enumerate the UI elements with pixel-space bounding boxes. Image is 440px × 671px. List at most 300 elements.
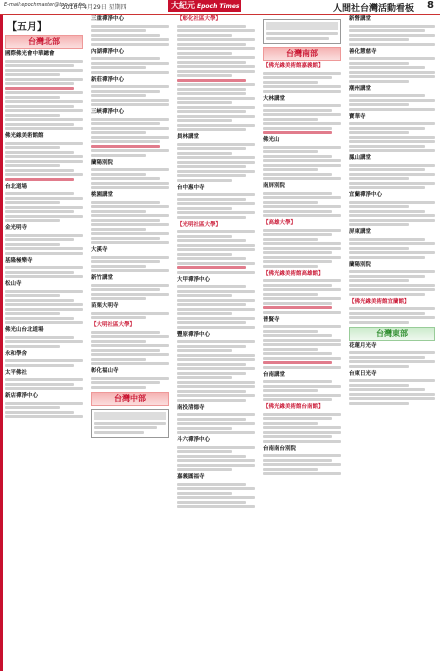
schedule-text-line	[349, 275, 425, 278]
schedule-text-line	[91, 122, 160, 125]
schedule-text-line	[91, 131, 146, 134]
schedule-text-line	[177, 79, 246, 82]
schedule-text-line	[91, 344, 169, 347]
schedule-text-line	[177, 235, 232, 238]
listing-item	[91, 49, 169, 74]
schedule-text-line	[263, 118, 318, 121]
schedule-text-line	[177, 56, 255, 59]
listing-group	[263, 63, 341, 475]
listing-name: 南投清德寺	[177, 404, 205, 411]
schedule-text-line	[263, 214, 341, 217]
schedule-text-line	[5, 114, 60, 117]
schedule-text-line	[177, 124, 255, 127]
schedule-text-line	[177, 119, 232, 122]
listing-name: 金光明寺	[5, 225, 28, 231]
listing-name: 嘉義圓福寺	[177, 474, 205, 480]
schedule-text-line	[5, 82, 74, 85]
schedule-text-line	[177, 34, 232, 37]
schedule-text-line	[349, 149, 435, 152]
schedule-text-line	[91, 127, 169, 130]
listing-item	[263, 317, 341, 369]
schedule-text-line	[5, 411, 74, 414]
schedule-text-line	[349, 293, 425, 296]
schedule-text-line	[177, 170, 255, 173]
schedule-text-line	[91, 349, 160, 352]
schedule-text-line	[177, 326, 255, 329]
schedule-text-line	[91, 140, 160, 143]
schedule-text-line	[263, 306, 332, 309]
listing-name: 佛光緣美術館館	[5, 133, 44, 139]
listing-name: 三重禪淨中心	[91, 16, 125, 22]
schedule-text-line	[177, 70, 255, 73]
listing-name: 台南南台別院	[263, 445, 297, 452]
schedule-text-line	[91, 25, 169, 28]
schedule-text-line	[349, 205, 409, 208]
schedule-text-line	[263, 72, 341, 75]
listing-item	[349, 192, 435, 226]
schedule-text-line	[263, 233, 332, 236]
schedule-text-line	[177, 496, 255, 499]
schedule-text-line	[349, 103, 409, 106]
schedule-text-line	[349, 288, 435, 291]
listing-item	[177, 474, 255, 508]
schedule-text-line	[263, 168, 318, 171]
schedule-text-line	[263, 164, 341, 167]
schedule-text-line	[263, 366, 341, 369]
schedule-text-line	[263, 288, 341, 291]
schedule-text-line	[91, 362, 169, 365]
listing-name: 基隆極樂寺	[5, 257, 33, 264]
listing-name: 松山寺	[5, 281, 22, 287]
schedule-text-line	[263, 431, 341, 434]
email-address: E-mail:epochmaster@tpp.org.tw	[4, 2, 86, 8]
listing-item	[5, 258, 83, 279]
schedule-text-line	[263, 196, 341, 199]
schedule-text-line	[349, 168, 425, 171]
schedule-text-line	[263, 422, 318, 425]
listing-item	[91, 192, 169, 244]
schedule-text-line	[5, 169, 74, 172]
schedule-text-line	[91, 241, 169, 244]
schedule-text-line	[349, 25, 435, 28]
schedule-text-line	[91, 34, 160, 37]
listing-item	[91, 275, 169, 300]
schedule-text-line	[5, 64, 74, 67]
listing-item	[349, 86, 435, 111]
schedule-text-line	[177, 303, 246, 306]
schedule-text-line	[349, 75, 435, 78]
issue-date: 2010年4月29日 星期四	[62, 4, 127, 11]
listing-item	[263, 372, 341, 402]
listing-name: 【彰化社區大學】	[177, 16, 222, 22]
schedule-text-line	[263, 413, 341, 416]
schedule-text-line	[5, 78, 83, 81]
schedule-text-line	[263, 90, 341, 93]
listing-item	[263, 63, 341, 93]
listing-item	[177, 222, 255, 274]
listing-name: 花蓮月光寺	[349, 342, 377, 349]
schedule-text-line	[349, 57, 435, 60]
schedule-text-line	[91, 154, 146, 157]
schedule-text-line	[263, 260, 332, 263]
schedule-text-line	[177, 413, 255, 416]
schedule-text-line	[177, 29, 255, 32]
schedule-text-line	[349, 182, 435, 185]
schedule-text-line	[5, 308, 83, 311]
schedule-text-line	[5, 345, 60, 348]
listing-name: 蘭陽別院	[349, 261, 372, 268]
listing-item	[263, 96, 341, 135]
listing-item	[263, 183, 341, 217]
schedule-text-line	[177, 207, 232, 210]
schedule-text-line	[177, 345, 246, 348]
schedule-text-line	[91, 214, 169, 217]
listing-name: 南屏別院	[263, 183, 286, 189]
schedule-text-line	[263, 201, 318, 204]
schedule-text-line	[263, 394, 341, 397]
listing-name: 寶華寺	[349, 113, 366, 120]
listing-item	[5, 281, 83, 324]
listing-item	[263, 404, 341, 443]
listing-item	[177, 185, 255, 219]
notice-box	[263, 19, 341, 44]
schedule-text-line	[263, 238, 318, 241]
schedule-text-line	[177, 427, 232, 430]
schedule-text-line	[349, 270, 435, 273]
listing-item	[5, 370, 83, 391]
schedule-text-line	[349, 284, 435, 287]
schedule-text-line	[177, 468, 232, 471]
schedule-text-line	[177, 455, 246, 458]
schedule-text-line	[263, 104, 341, 107]
schedule-text-line	[263, 173, 332, 176]
schedule-text-line	[177, 147, 246, 150]
listing-name: 國際佛光會中華總會	[5, 51, 55, 57]
schedule-text-line	[177, 74, 232, 77]
month-heading: 【五月】	[7, 22, 47, 33]
schedule-text-line	[177, 97, 255, 100]
schedule-text-line	[91, 260, 160, 263]
schedule-text-line	[177, 88, 246, 91]
schedule-text-line	[91, 377, 169, 380]
schedule-text-line	[263, 435, 332, 438]
schedule-text-line	[91, 182, 169, 185]
schedule-text-line	[349, 201, 435, 204]
listing-name: 蘭陽別院	[91, 159, 114, 166]
listing-name: 【佛光緣美術館高雄館】	[263, 270, 324, 277]
notice-box	[91, 409, 169, 439]
schedule-text-line	[349, 223, 409, 226]
region-banner-east	[349, 327, 435, 341]
schedule-text-line	[177, 317, 255, 320]
schedule-text-line	[349, 164, 435, 167]
schedule-text-line	[263, 150, 318, 153]
schedule-text-line	[349, 251, 435, 254]
listing-item	[91, 109, 169, 157]
schedule-text-line	[177, 156, 255, 159]
schedule-text-line	[91, 265, 146, 268]
schedule-text-line	[5, 266, 83, 269]
schedule-text-line	[177, 165, 246, 168]
schedule-text-line	[177, 340, 255, 343]
listing-item	[5, 327, 83, 348]
listing-name: 【佛光緣美術館台南館】	[263, 404, 324, 410]
schedule-text-line	[263, 205, 341, 208]
region-label: 台灣南部	[286, 49, 318, 58]
schedule-text-line	[263, 293, 318, 296]
schedule-text-line	[263, 343, 341, 346]
listing-name: 豐原禪淨中心	[177, 331, 211, 338]
schedule-text-line	[177, 290, 255, 293]
listing-group	[91, 16, 169, 389]
schedule-text-line	[177, 47, 255, 50]
schedule-text-line	[5, 294, 60, 297]
schedule-text-line	[91, 228, 146, 231]
schedule-text-line	[5, 87, 74, 90]
schedule-text-line	[177, 271, 255, 274]
schedule-text-line	[91, 331, 160, 334]
listing-name: 太平佛社	[5, 369, 28, 376]
listing-item	[349, 16, 435, 46]
schedule-text-line	[91, 90, 160, 93]
listing-name: 佛光山	[263, 137, 280, 143]
schedule-text-line	[177, 179, 232, 182]
schedule-text-line	[177, 505, 255, 508]
schedule-text-line	[177, 193, 255, 196]
schedule-text-line	[349, 316, 435, 319]
listing-item	[91, 160, 169, 190]
schedule-text-line	[263, 297, 341, 300]
schedule-text-line	[263, 242, 341, 245]
schedule-text-line	[349, 307, 435, 310]
red-sidebar-stripe	[0, 15, 3, 671]
schedule-text-line	[5, 359, 83, 362]
schedule-text-line	[177, 431, 255, 434]
schedule-text-line	[5, 109, 83, 112]
schedule-text-line	[263, 325, 341, 328]
schedule-text-line	[5, 127, 83, 130]
listing-item	[5, 51, 83, 130]
listing-item	[91, 322, 169, 365]
schedule-text-line	[177, 83, 255, 86]
listing-name: 鳳山講堂	[349, 155, 372, 161]
schedule-text-line	[349, 321, 409, 324]
schedule-text-line	[177, 52, 232, 55]
schedule-text-line	[177, 161, 255, 164]
schedule-text-line	[91, 94, 146, 97]
schedule-text-line	[263, 81, 318, 84]
schedule-text-line	[5, 238, 74, 241]
schedule-text-line	[91, 136, 169, 139]
schedule-text-line	[91, 71, 169, 74]
schedule-text-line	[349, 80, 409, 83]
schedule-text-line	[177, 492, 232, 495]
schedule-text-line	[91, 149, 169, 152]
schedule-text-line	[349, 238, 425, 241]
schedule-text-line	[177, 65, 255, 68]
schedule-text-line	[349, 360, 435, 363]
schedule-text-line	[5, 234, 83, 237]
listing-item	[5, 393, 83, 418]
listing-name: 台北道場	[5, 183, 28, 190]
schedule-text-line	[91, 173, 146, 176]
schedule-text-line	[177, 43, 246, 46]
schedule-text-line	[177, 38, 255, 41]
schedule-text-line	[5, 402, 83, 405]
listing-name: 台南講堂	[263, 371, 286, 378]
listing-item	[91, 368, 169, 389]
schedule-text-line	[263, 265, 318, 268]
schedule-text-line	[177, 459, 255, 462]
schedule-text-line	[177, 321, 246, 324]
schedule-text-line	[263, 159, 341, 162]
listing-name: 宜蘭禪淨中心	[349, 192, 383, 198]
listing-group	[349, 16, 435, 324]
schedule-text-line	[5, 118, 83, 121]
schedule-text-line	[177, 394, 255, 397]
listing-item	[263, 446, 341, 476]
listing-name: 新營講堂	[349, 16, 372, 22]
listing-item	[177, 277, 255, 329]
schedule-text-line	[349, 393, 435, 396]
schedule-text-line	[5, 164, 60, 167]
region-label: 台灣中部	[114, 393, 146, 403]
schedule-text-line	[349, 356, 425, 359]
schedule-text-line	[263, 302, 332, 305]
listing-name: 佛光山台北道場	[5, 327, 44, 333]
schedule-text-line	[263, 361, 332, 364]
schedule-text-line	[177, 418, 246, 421]
schedule-text-line	[177, 376, 232, 379]
schedule-text-line	[5, 142, 83, 145]
schedule-text-line	[177, 446, 255, 449]
schedule-text-line	[91, 99, 169, 102]
schedule-text-line	[177, 174, 246, 177]
listing-item	[5, 133, 83, 181]
schedule-text-line	[349, 62, 409, 65]
schedule-text-line	[263, 352, 332, 355]
column-2	[91, 16, 169, 441]
listing-name: 普賢寺	[263, 316, 280, 323]
schedule-text-line	[5, 215, 83, 218]
schedule-text-line	[349, 210, 425, 213]
schedule-text-line	[5, 303, 83, 306]
listing-item	[91, 77, 169, 107]
schedule-text-line	[5, 210, 74, 213]
schedule-text-line	[263, 380, 332, 383]
schedule-text-line	[91, 103, 169, 106]
schedule-text-line	[91, 381, 160, 384]
schedule-text-line	[177, 110, 246, 113]
schedule-text-line	[177, 399, 246, 402]
schedule-text-line	[177, 248, 255, 251]
schedule-text-line	[263, 426, 341, 429]
schedule-text-line	[5, 364, 74, 367]
schedule-text-line	[349, 177, 409, 180]
schedule-text-line	[349, 219, 435, 222]
listing-item	[177, 134, 255, 182]
listing-item	[349, 299, 435, 324]
listing-item	[5, 225, 83, 255]
schedule-text-line	[91, 316, 146, 319]
listing-name: 【高雄大學】	[263, 220, 297, 226]
schedule-text-line	[177, 363, 246, 366]
schedule-text-line	[91, 353, 169, 356]
schedule-text-line	[349, 43, 435, 46]
schedule-text-line	[349, 131, 409, 134]
listing-name: 三峽禪淨中心	[91, 109, 125, 115]
schedule-text-line	[177, 92, 246, 95]
listing-item	[263, 137, 341, 180]
listing-name: 【大明社區大學】	[91, 322, 136, 328]
schedule-text-line	[349, 99, 435, 102]
schedule-text-line	[91, 205, 169, 208]
schedule-text-line	[263, 256, 341, 259]
schedule-text-line	[349, 145, 425, 148]
schedule-text-line	[263, 113, 341, 116]
schedule-text-line	[263, 311, 341, 314]
schedule-text-line	[177, 358, 255, 361]
schedule-text-line	[5, 415, 83, 418]
schedule-text-line	[91, 145, 160, 148]
schedule-text-line	[349, 140, 435, 143]
schedule-text-line	[263, 330, 318, 333]
schedule-text-line	[5, 271, 74, 274]
schedule-text-line	[91, 219, 160, 222]
logo-cn: 大紀元	[171, 1, 195, 10]
schedule-text-line	[177, 101, 232, 104]
column-4	[263, 16, 341, 478]
schedule-text-line	[177, 367, 255, 370]
column-1	[5, 16, 83, 421]
listing-item	[91, 303, 169, 319]
schedule-text-line	[91, 43, 169, 46]
schedule-text-line	[91, 177, 160, 180]
schedule-text-line	[177, 25, 246, 28]
schedule-text-line	[349, 94, 425, 97]
listing-item	[91, 16, 169, 46]
column-5	[349, 16, 435, 408]
region-banner-north	[5, 35, 83, 49]
schedule-text-line	[349, 247, 409, 250]
schedule-text-line	[349, 38, 409, 41]
schedule-text-line	[177, 312, 232, 315]
schedule-text-line	[5, 60, 83, 63]
schedule-text-line	[5, 387, 83, 390]
schedule-text-line	[5, 173, 83, 176]
schedule-text-line	[91, 168, 169, 171]
schedule-text-line	[5, 252, 83, 255]
schedule-text-line	[91, 297, 146, 300]
listing-item	[349, 262, 435, 296]
schedule-text-line	[5, 91, 83, 94]
schedule-text-line	[263, 229, 341, 232]
schedule-text-line	[5, 290, 83, 293]
schedule-text-line	[349, 388, 425, 391]
listing-item	[177, 437, 255, 471]
listing-name: 【光明社區大學】	[177, 221, 222, 228]
schedule-text-line	[91, 201, 160, 204]
listing-name: 善化慧慈寺	[349, 48, 377, 55]
schedule-text-line	[5, 312, 60, 315]
schedule-text-line	[349, 214, 435, 217]
schedule-text-line	[349, 122, 435, 125]
schedule-text-line	[349, 108, 435, 111]
listing-item	[5, 351, 83, 367]
listing-name: 永和學舍	[5, 350, 28, 357]
schedule-text-line	[91, 269, 169, 272]
schedule-text-line	[5, 73, 60, 76]
